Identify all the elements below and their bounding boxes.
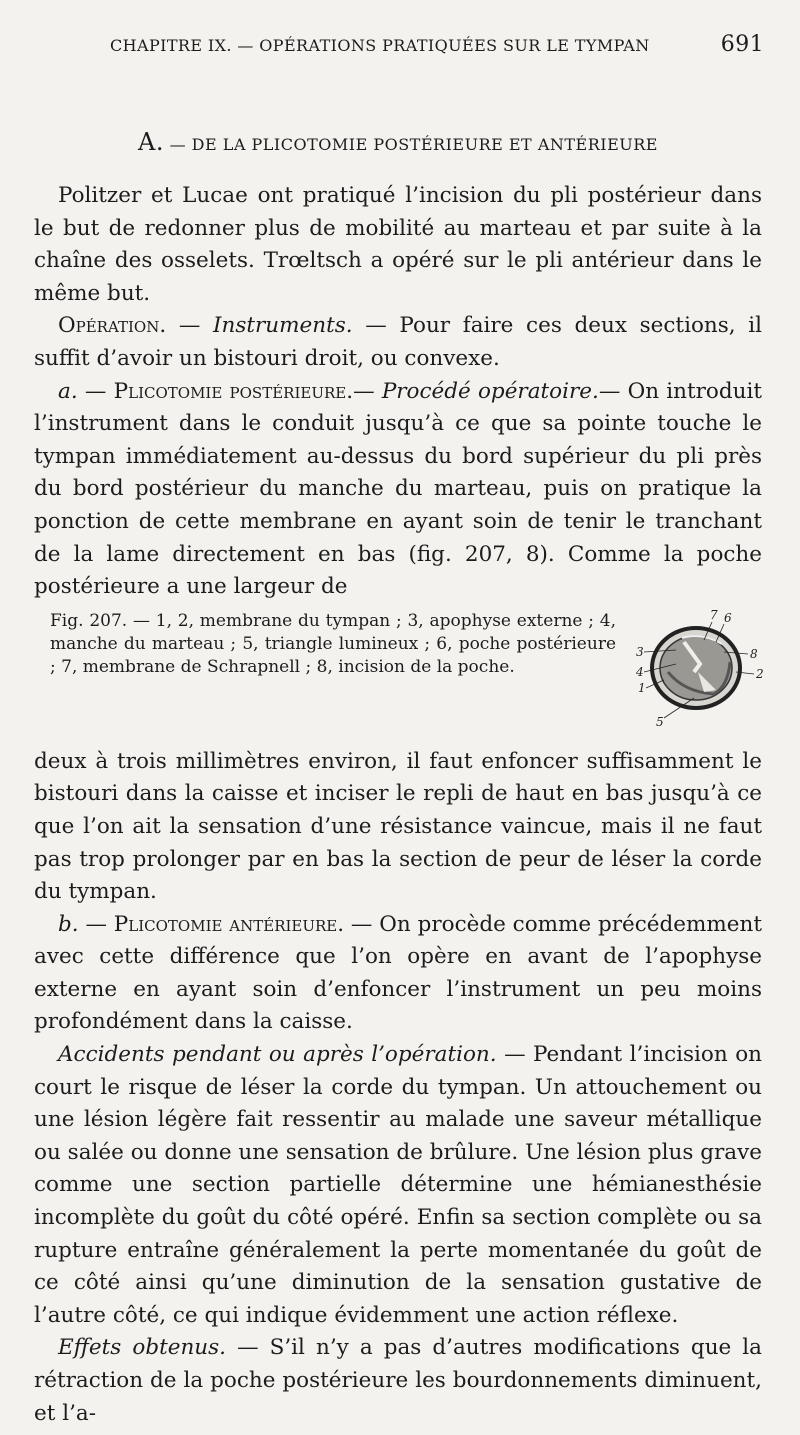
a-dash: — [353, 378, 382, 404]
fig-label-2: 2 [756, 666, 764, 681]
page-number: 691 [720, 32, 764, 57]
paragraph-accidents [34, 1039, 762, 1332]
fig-label-7: 7 [710, 607, 718, 622]
page-header [110, 32, 764, 62]
b-heading: — Plicotomie antérieure. [78, 911, 345, 937]
operation-dash: — [166, 313, 213, 339]
paragraph-a-continued: deux à trois millimètres environ, il faut enfoncer suffisamment le bistouri dans la caisse et inciser le repli de haut en bas jusqu’à ce que l’on ait la sensation d’une résistance vaincue, mais il ne faut pas trop prolonger par en bas la section de peur de léser la corde du tympan. [34, 748, 762, 905]
fig-label-3: 3 [636, 644, 644, 659]
main-text [34, 124, 762, 1430]
accidents-text: — Pendant l’incision on court le risque de léser la corde du tympan. Un attouchement ou une lésion légère fait ressentir au malade une saveur métallique ou salée ou donne une sensation de brûlure. Une lésion plus grave comme une section partielle détermine une hémianesthésie incomplète du goût du côté opéré. Enfin sa section complète ou sa rupture entraîne généralement la perte momentanée du goût de ce côté ainsi qu’une diminution de la sensation gustative de l’autre côté, ce qui indique évidemment une action réflexe. [34, 1042, 762, 1328]
running-title: CHAPITRE IX. — OPÉRATIONS PRATIQUÉES SUR LE TYMPAN [110, 36, 650, 55]
paragraph-operation [34, 310, 762, 375]
paragraph-a [34, 376, 762, 604]
effets-text: — S’il n’y a pas d’autres modifications que la rétraction de la poche postérieure les bourdonnements diminuent, et l’a- [34, 1335, 763, 1426]
fig-label-5: 5 [656, 714, 664, 729]
figure-207 [34, 607, 764, 746]
tympanic-membrane-drawing [624, 602, 764, 732]
section-title: — DE LA PLICOTOMIE POSTÉRIEURE ET ANTÉRIEURE [169, 135, 658, 154]
a-italic: Procédé opératoire. [381, 378, 599, 404]
paragraph-intro: Politzer et Lucae ont pratiqué l’incision du pli postérieur dans le but de redonner plus de mobilité au marteau et par suite à la chaîne des osselets. Trœltsch a opéré sur le pli antérieur dans le même but. [34, 183, 762, 306]
a-heading: — Plicotomie postérieure. [77, 378, 354, 404]
fig-label-6: 6 [724, 610, 732, 625]
effets-italic: Effets obtenus. [58, 1335, 227, 1361]
operation-italic: Instruments. [213, 313, 353, 339]
b-label: b. [58, 911, 79, 937]
a-text: — On introduit l’instrument dans le conduit jusqu’à ce que sa pointe touche le tympan immédiatement au-dessus du bord supérieur du pli près du bord postérieur du manche du marteau, puis on pratique la ponction de cette membrane en ayant soin de tenir le tranchant de la lame directement en bas (fig. 207, 8). Comme la poche postérieure a une largeur de [34, 378, 762, 600]
accidents-italic: Accidents pendant ou après l’opération. [58, 1042, 497, 1068]
figure-caption: Fig. 207. — 1, 2, membrane du tympan ; 3, apophyse externe ; 4, manche du marteau ; 5, triangle lumineux ; 6, poche postérieure ; 7, membrane de Schrapnell ; 8, incision de la poche. [50, 610, 616, 677]
a-label: a. [58, 378, 78, 404]
section-letter: A. [138, 128, 164, 156]
section-heading [34, 124, 762, 160]
b-text: — On procède comme précédemment avec cette différence que l’on opère en avant de l’apophyse externe en ayant soin d’enfoncer l’instrument un peu moins profondément dans la caisse. [34, 911, 762, 1035]
operation-label: Opération. [58, 313, 167, 339]
operation-text: — Pour faire ces deux sections, il suffit d’avoir un bistouri droit, ou convexe. [34, 313, 763, 371]
fig-label-4: 4 [636, 664, 644, 679]
paragraph-b [34, 909, 762, 1039]
fig-label-1: 1 [638, 680, 646, 695]
fig-label-8: 8 [750, 646, 758, 661]
paragraph-effets [34, 1332, 762, 1430]
